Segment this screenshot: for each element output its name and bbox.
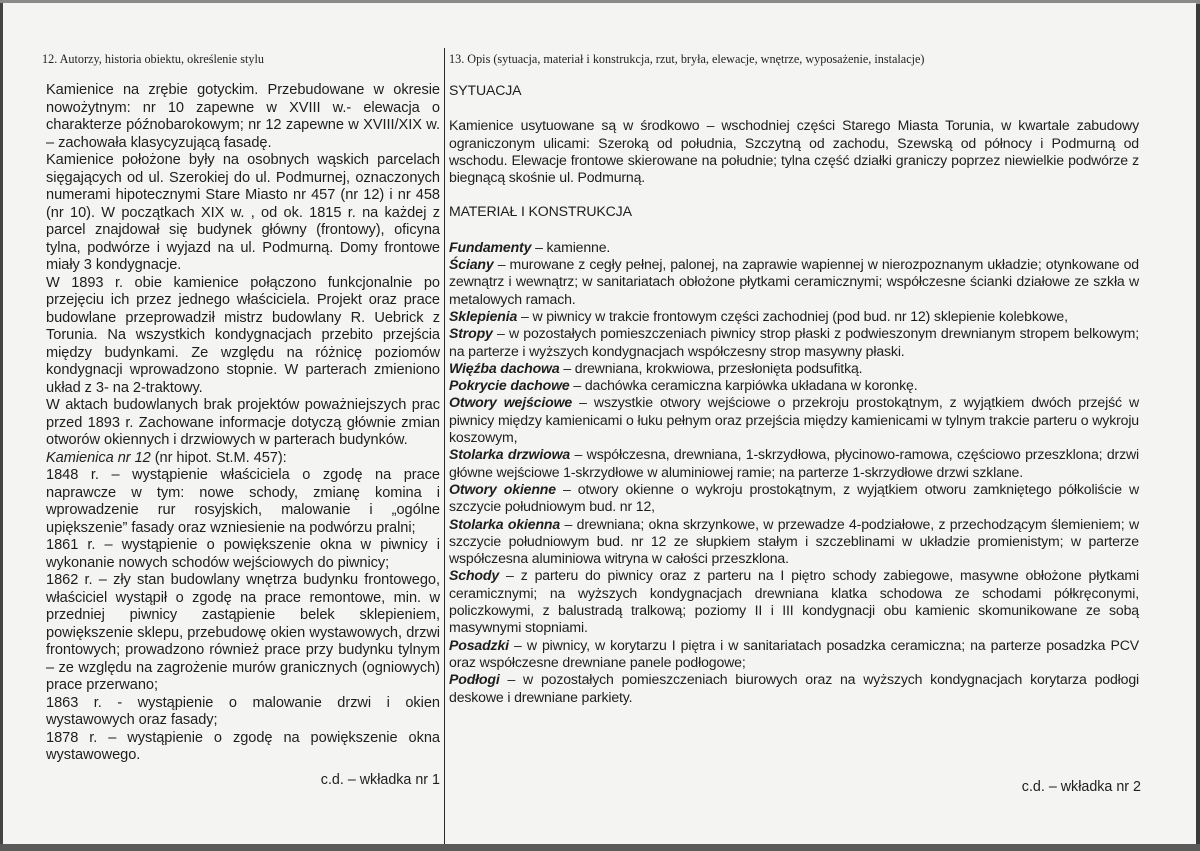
term-label: Stolarka drzwiowa <box>449 446 571 463</box>
situation-heading: SYTUACJA <box>449 82 522 98</box>
section-12-history <box>42 52 440 789</box>
term-label: Posadzki <box>449 636 509 653</box>
item-sciany <box>449 256 1139 308</box>
term-description: – otwory okienne o wykroju prostokątnym, z wyjątkiem otworu zamkniętego półkoliście w szczycie południowym bud. nr 12, <box>449 480 1139 515</box>
material-heading: MATERIAŁ I KONSTRUKCJA <box>449 203 632 220</box>
term-description: – w pozostałych pomieszczeniach biurowych oraz na wyższych kondygnacjach korytarza podłogi deskowe i drewniane parkiety. <box>449 671 1139 705</box>
item-otwory-wejsciowe <box>449 394 1139 446</box>
item-stolarka-drzwiowa <box>449 446 1139 481</box>
term-description: – w pozostałych pomieszczeniach piwnicy strop płaski z podwieszonym drewnianym stropem belkowym; na parterze i wyższych kondygnacjach współczesny strop masywny płaski. <box>449 325 1139 359</box>
history-entry: 1861 r. – wystąpienie o powiększenie okna w piwnicy i wykonanie nowych schodów wejściowych do piwnicy; <box>46 537 440 571</box>
item-stropy <box>449 325 1139 360</box>
situation-paragraph: Kamienice usytuowane są w środkowo – wschodniej części Starego Miasta Torunia, w kwartale zabudowy ograniczonym ulicami: Szeroką od południa, Szczytną od zachodu, Szewską od północy i Podmurną od wschodu. Elewacje frontowe skierowane na południe; tylna część działki graniczy poprzez niewielkie podwórze z biegnącą skośnie ul. Podmurną. <box>449 117 1139 186</box>
term-label: Stolarka okienna <box>449 515 561 532</box>
history-entry: 1848 r. – wystąpienie właściciela o zgodę na prace naprawcze w tym: nowe schody, zmianę komina i wprowadzenie rur rosyjskich, malowanie i „ogólne upiększenie” fasady oraz wzniesienie na podwórzu pralni; <box>46 467 440 536</box>
term-description: – drewniana; okna skrzynkowe, w przewadze 4-podziałowe, z przechodzącym ślemieniem; w szczycie południowym bud. nr 12 ze słupkiem stałym i szczeblinami w układzie promienistym; w parterze współczesna aluminiowa witryna w całości przeszklona. <box>449 515 1139 567</box>
item-sklepienia <box>449 308 1139 325</box>
term-description: – wszystkie otwory wejściowe o przekroju prostokątnym, z wyjątkiem dwóch przejść w piwnicy między kamienicami o łuku pełnym oraz przejścia między kamienicami w tylnym trakcie parteru o wykroju koszowym, <box>449 394 1139 446</box>
term-label: Ściany <box>449 256 494 273</box>
item-wiezba <box>449 360 1139 377</box>
building-subheading-detail: (nr hipot. St.M. 457): <box>150 449 287 466</box>
item-fundamenty <box>449 239 1139 256</box>
term-label: Stropy <box>449 325 493 342</box>
continuation-note-2: c.d. – wkładka nr 2 <box>1021 779 1141 795</box>
item-stolarka-okienna <box>449 516 1139 568</box>
history-text <box>46 82 440 765</box>
term-description: – dachówka ceramiczna karpiówka układana w koronkę. <box>569 377 918 394</box>
term-description: – współczesna, drewniana, 1-skrzydłowa, płycinowo-ramowa, częściowo przeszklona; drzwi główne wejściowe 1-skrzydłowe w aluminiowej ramie; na parterze 1-skrzydłowe drzwi szklane. <box>449 446 1139 480</box>
term-label: Podłogi <box>449 671 500 688</box>
item-posadzki <box>449 637 1139 672</box>
scan-bottom-edge <box>0 844 1200 851</box>
history-paragraph: W 1893 r. obie kamienice połączono funkcjonalnie po przejęciu ich przez jednego właściciela. Projekt oraz prace budowlane przeprowadził mistrz budowlany R. Uebrick z Torunia. Na wszystkich kondygnacjach przebito przejścia między budynkami. Ze względu na różnicę poziomów kondygnacji wprowadzono stopnie. W parterach zmieniono układ z 3- na 2-traktowy. <box>46 274 440 396</box>
term-label: Schody <box>449 567 500 584</box>
item-schody <box>449 567 1139 636</box>
history-entry: 1878 r. – wystąpienie o zgodę na powiększenie okna wystawowego. <box>46 729 440 763</box>
term-description: – kamienne. <box>531 238 611 255</box>
history-paragraph: Kamienice na zrębie gotyckim. Przebudowane w okresie nowożytnym: nr 10 zapewne w XVIII w.- elewacja o charakterze późnobarokowym; nr 12 zapewne w XVIII/XIX w. – zachowała klasycyzującą fasadę. <box>46 82 440 151</box>
item-podlogi <box>449 671 1139 706</box>
section-12-header: 12. Autorzy, historia obiektu, określenie stylu <box>42 52 264 66</box>
term-label: Pokrycie dachowe <box>449 377 570 394</box>
term-label: Więźba dachowa <box>449 359 560 376</box>
term-description: – w piwnicy, w korytarzu I piętra i w sanitariatach posadzka ceramiczna; na parterze posadzka PCV oraz współczesne drewniane panele podłogowe; <box>449 636 1139 670</box>
document-page <box>0 3 1196 845</box>
term-description: – z parteru do piwnicy oraz z parteru na I piętro schody zabiegowe, masywne obłożone płytkami ceramicznymi; na wyższych kondygnacjach drewniana klatka schodowa ze schodami półkręconymi, policzkowymi, z balustradą tralkową; poziomy II i III kondygnacji obu kamienic skomunikowane ze sobą masywnymi stopniami. <box>449 567 1139 636</box>
history-entry: 1863 r. - wystąpienie o malowanie drzwi i okien wystawowych oraz fasady; <box>46 694 440 728</box>
history-paragraph: W aktach budowlanych brak projektów poważniejszych prac przed 1893 r. Zachowane informacje dotyczą głównie zmian otworów okiennych i drzwiowych w parterach budynków. <box>46 397 440 448</box>
section-13-description <box>449 52 1141 795</box>
history-entry: 1862 r. – zły stan budowlany wnętrza budynku frontowego, właściciel wystąpił o zgodę na prace remontowe, min. w przedniej piwnicy zastąpienie belek sklepieniem, powiększenie sklepu, przebudowę okien wystawowych, drzwi frontowych; prowadzono również prace przy budynku tylnym – ze względu na zagrożenie murów granicznych (ogniowych) prace przerwano; <box>46 572 440 693</box>
building-subheading-name: Kamienica nr 12 <box>46 449 151 466</box>
term-label: Fundamenty <box>449 238 532 255</box>
item-pokrycie <box>449 377 1139 394</box>
continuation-note-1: c.d. – wkładka nr 1 <box>320 771 440 788</box>
description-text <box>449 82 1139 706</box>
term-label: Otwory wejściowe <box>449 394 573 411</box>
term-label: Sklepienia <box>449 307 518 324</box>
term-description: – drewniana, krokwiowa, przesłonięta podsufitką. <box>559 359 863 376</box>
section-13-header: 13. Opis (sytuacja, materiał i konstrukcja, rzut, bryła, elewacje, wnętrze, wyposażenie, instalacje) <box>449 52 925 66</box>
column-divider <box>444 48 445 850</box>
history-paragraph: Kamienice położone były na osobnych wąskich parcelach sięgających od ul. Szerokiej do ul. Podmurnej, oznaczonych numerami hipotecznymi Stare Miasto nr 457 (nr 12) i nr 458 (nr 10). W początkach XIX w. , od ok. 1815 r. na każdej z parcel znajdował się budynek główny (frontowy), oficyna tylna, podwórze i wyjazd na ul. Podmurną. Domy frontowe miały 3 kondygnacje. <box>46 152 440 273</box>
term-label: Otwory okienne <box>449 480 556 497</box>
item-otwory-okienne <box>449 481 1139 516</box>
building-subheading <box>46 450 440 468</box>
term-description: – w piwnicy w trakcie frontowym części zachodniej (pod bud. nr 12) sklepienie kolebkowe, <box>517 307 1068 324</box>
term-description: – murowane z cegły pełnej, palonej, na zaprawie wapiennej w nierozpoznanym układzie; otynkowane od zewnątrz i wewnątrz; w sanitariatach obłożone płytkami ceramicznymi; współczesne ścianki działowe ze szkła w metalowych ramach. <box>449 256 1139 307</box>
